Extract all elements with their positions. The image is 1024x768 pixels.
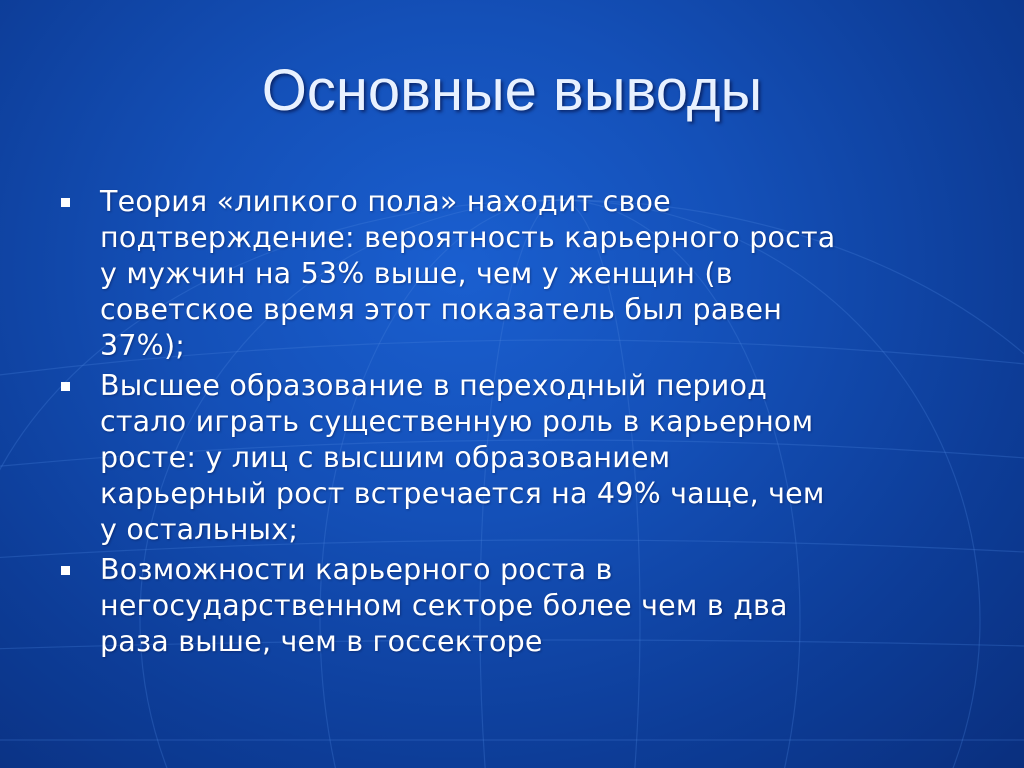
bullet-line: у мужчин на 53% выше, чем у женщин (в bbox=[100, 257, 733, 290]
bullet-list bbox=[56, 184, 956, 664]
bullet-line: Возможности карьерного роста в bbox=[100, 553, 613, 586]
bullet-line: 37%); bbox=[100, 329, 186, 362]
bullet-line: советское время этот показатель был равен bbox=[100, 293, 783, 326]
bullet-line: Теория «липкого пола» находит свое bbox=[100, 185, 671, 218]
bullet-line: у остальных; bbox=[100, 513, 299, 546]
bullet-line: подтверждение: вероятность карьерного роста bbox=[100, 221, 836, 254]
square-bullet-icon bbox=[61, 566, 70, 575]
bullet-item bbox=[56, 184, 956, 364]
bullet-line: Высшее образование в переходный период bbox=[100, 369, 767, 402]
square-bullet-icon bbox=[61, 382, 70, 391]
bullet-line: раза выше, чем в госсекторе bbox=[100, 625, 543, 658]
bullet-item bbox=[56, 552, 956, 660]
bullet-line: негосударственном секторе более чем в два bbox=[100, 589, 788, 622]
square-bullet-icon bbox=[61, 198, 70, 207]
slide-title: Основные выводы bbox=[261, 58, 763, 123]
bullet-line: стало играть существенную роль в карьерном bbox=[100, 405, 814, 438]
bullet-line: росте: у лиц с высшим образованием bbox=[100, 441, 671, 474]
bullet-line: карьерный рост встречается на 49% чаще, чем bbox=[100, 477, 825, 510]
bullet-item bbox=[56, 368, 956, 548]
